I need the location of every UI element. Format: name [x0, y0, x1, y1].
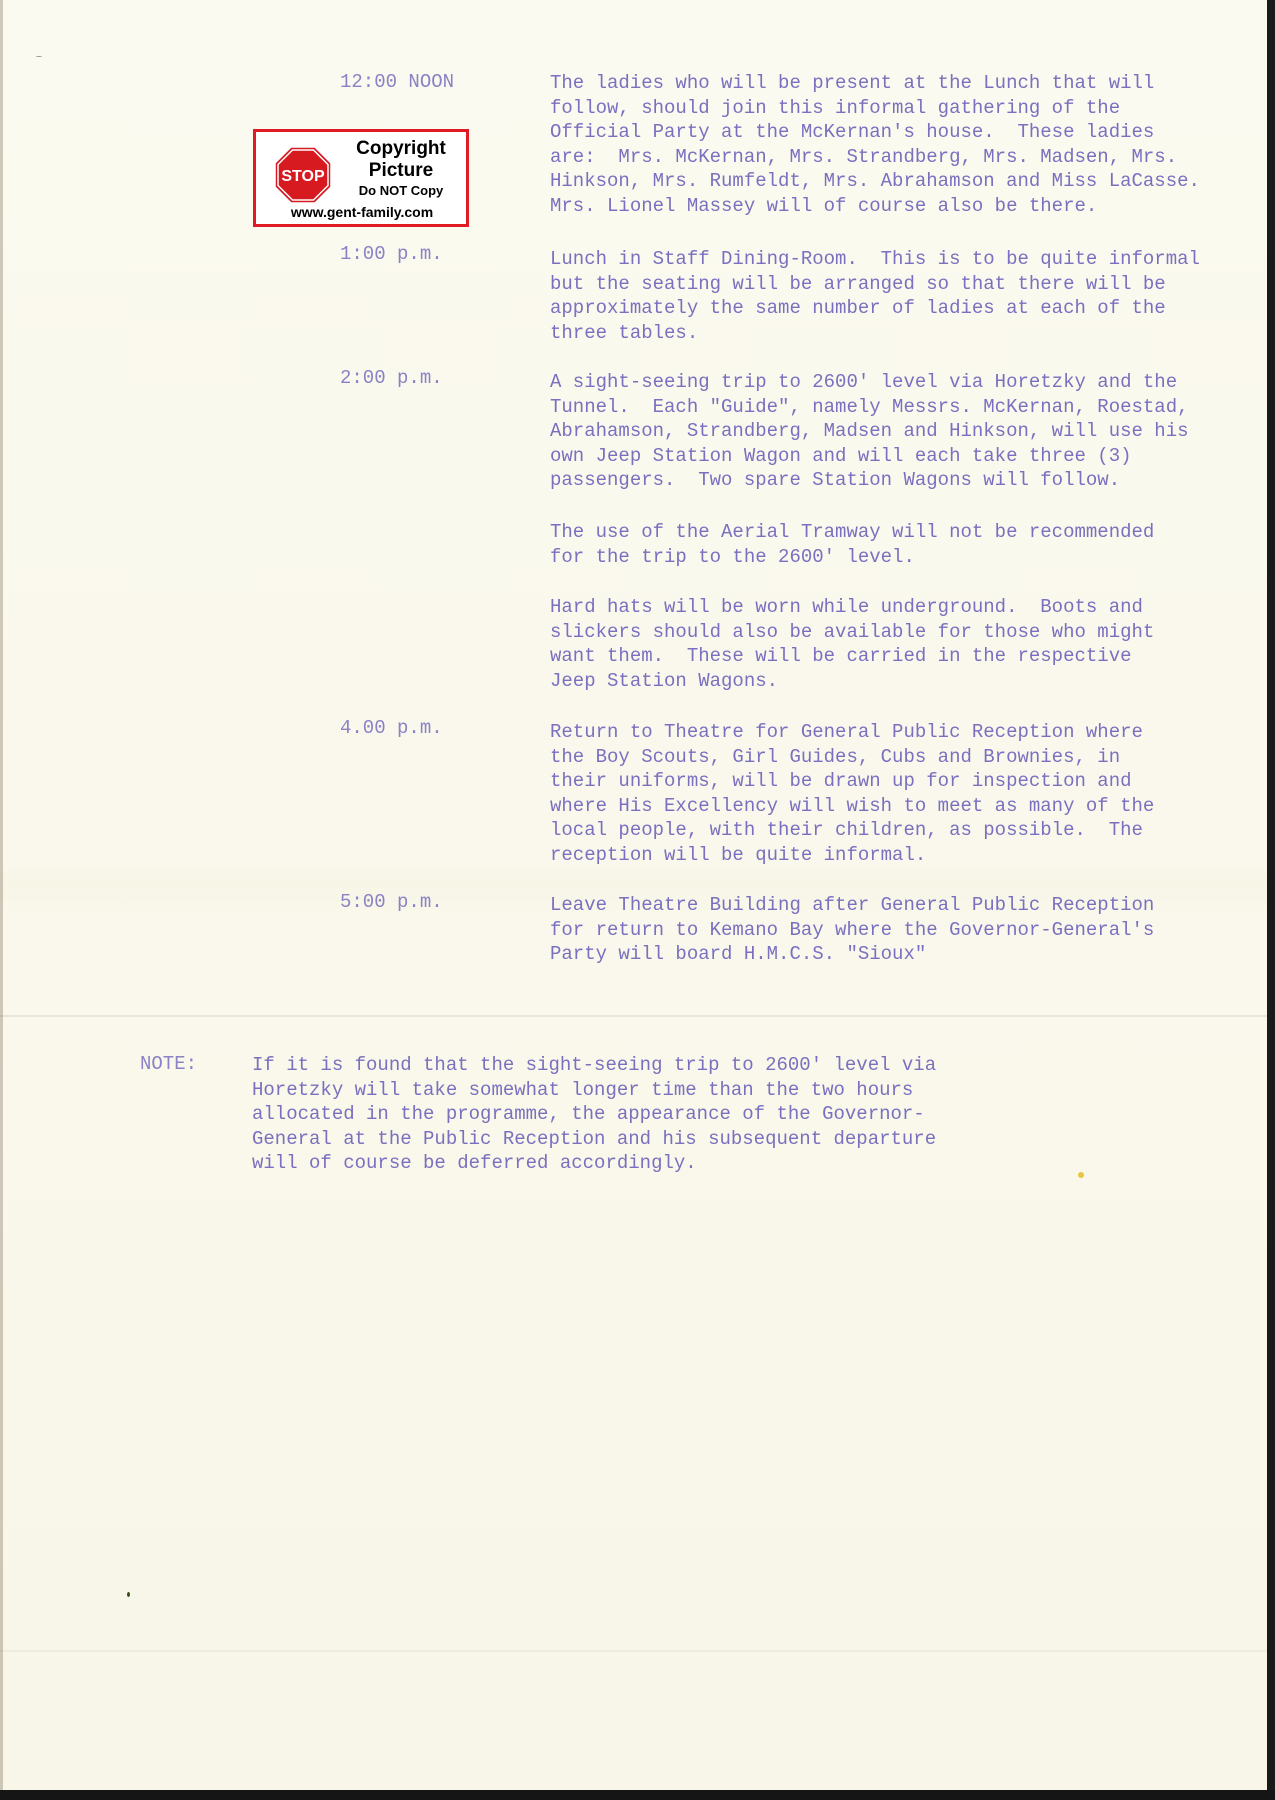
- note-text: If it is found that the sight-seeing trip to 2600' level via Horetzky will take somewhat longer time than the two hours allocated in the programme, the appearance of the Governor- General at the Public Reception and his subsequent departure will of course be deferred accordingly.: [252, 1054, 937, 1174]
- watermark-subtitle: Do NOT Copy: [358, 183, 444, 198]
- schedule-time-5pm: 5:00 p.m.: [340, 891, 443, 913]
- schedule-entry-1pm: Lunch in Staff Dining-Room. This is to be quite informal but the seating will be arranged so that there will be approximately the same number of ladies at each of the three tables.: [550, 248, 1200, 344]
- stop-sign-icon: [274, 146, 332, 204]
- schedule-time-4pm: 4.00 p.m.: [340, 717, 443, 739]
- paper-speck: [1078, 1172, 1084, 1178]
- schedule-time-2pm: 2:00 p.m.: [340, 367, 443, 389]
- schedule-entry-2pm: A sight-seeing trip to 2600' level via Horetzky and the Tunnel. Each "Guide", namely Messrs. McKernan, Roestad, Abrahamson, Strandberg, Madsen and Hinkson, will use his own Jeep Station Wagon and will each take three (3) passengers. Two spare Station Wagons will follow.: [550, 371, 1189, 491]
- scan-border-bottom: [0, 1790, 1275, 1800]
- schedule-time-1pm: 1:00 p.m.: [340, 243, 443, 265]
- scan-border-right: [1267, 0, 1275, 1800]
- stop-sign-text: STOP: [281, 168, 325, 185]
- note-label: NOTE:: [140, 1053, 198, 1075]
- schedule-entry-4pm: Return to Theatre for General Public Reception where the Boy Scouts, Girl Guides, Cubs and Brownies, in their uniforms, will be drawn up for inspection and where His Excellency will wish to meet as many of the local people, with their children, as possible. The reception will be quite informal.: [550, 721, 1155, 866]
- watermark-url: www.gent-family.com: [290, 204, 434, 220]
- paper-fold-line: [0, 1650, 1275, 1652]
- copyright-watermark: [253, 129, 469, 227]
- paper-speck: [36, 56, 42, 57]
- watermark-title: Copyright Picture: [356, 138, 446, 181]
- schedule-time-noon: 12:00 NOON: [340, 71, 455, 93]
- paper-speck: [127, 1592, 130, 1597]
- schedule-entry-2pm-tramway: The use of the Aerial Tramway will not be recommended for the trip to the 2600' level.: [550, 521, 1155, 568]
- schedule-entry-2pm-equipment: Hard hats will be worn while underground. Boots and slickers should also be available for those who might want them. These will be carried in the respective Jeep Station Wagons.: [550, 596, 1155, 692]
- schedule-entry-5pm: Leave Theatre Building after General Public Reception for return to Kemano Bay where the Governor-General's Party will board H.M.C.S. "Sioux": [550, 894, 1155, 965]
- page-left-shadow: [0, 0, 3, 1800]
- paper-fold-line: [0, 1015, 1275, 1017]
- schedule-entry-noon: The ladies who will be present at the Lunch that will follow, should join this informal gathering of the Official Party at the McKernan's house. These ladies are: Mrs. McKernan, Mrs. Strandberg, Mrs. Madsen, Mrs. Hinkson, Mrs. Rumfeldt, Mrs. Abrahamson and Miss LaCasse. Mrs. Lionel Massey will of course also be there.: [550, 72, 1200, 217]
